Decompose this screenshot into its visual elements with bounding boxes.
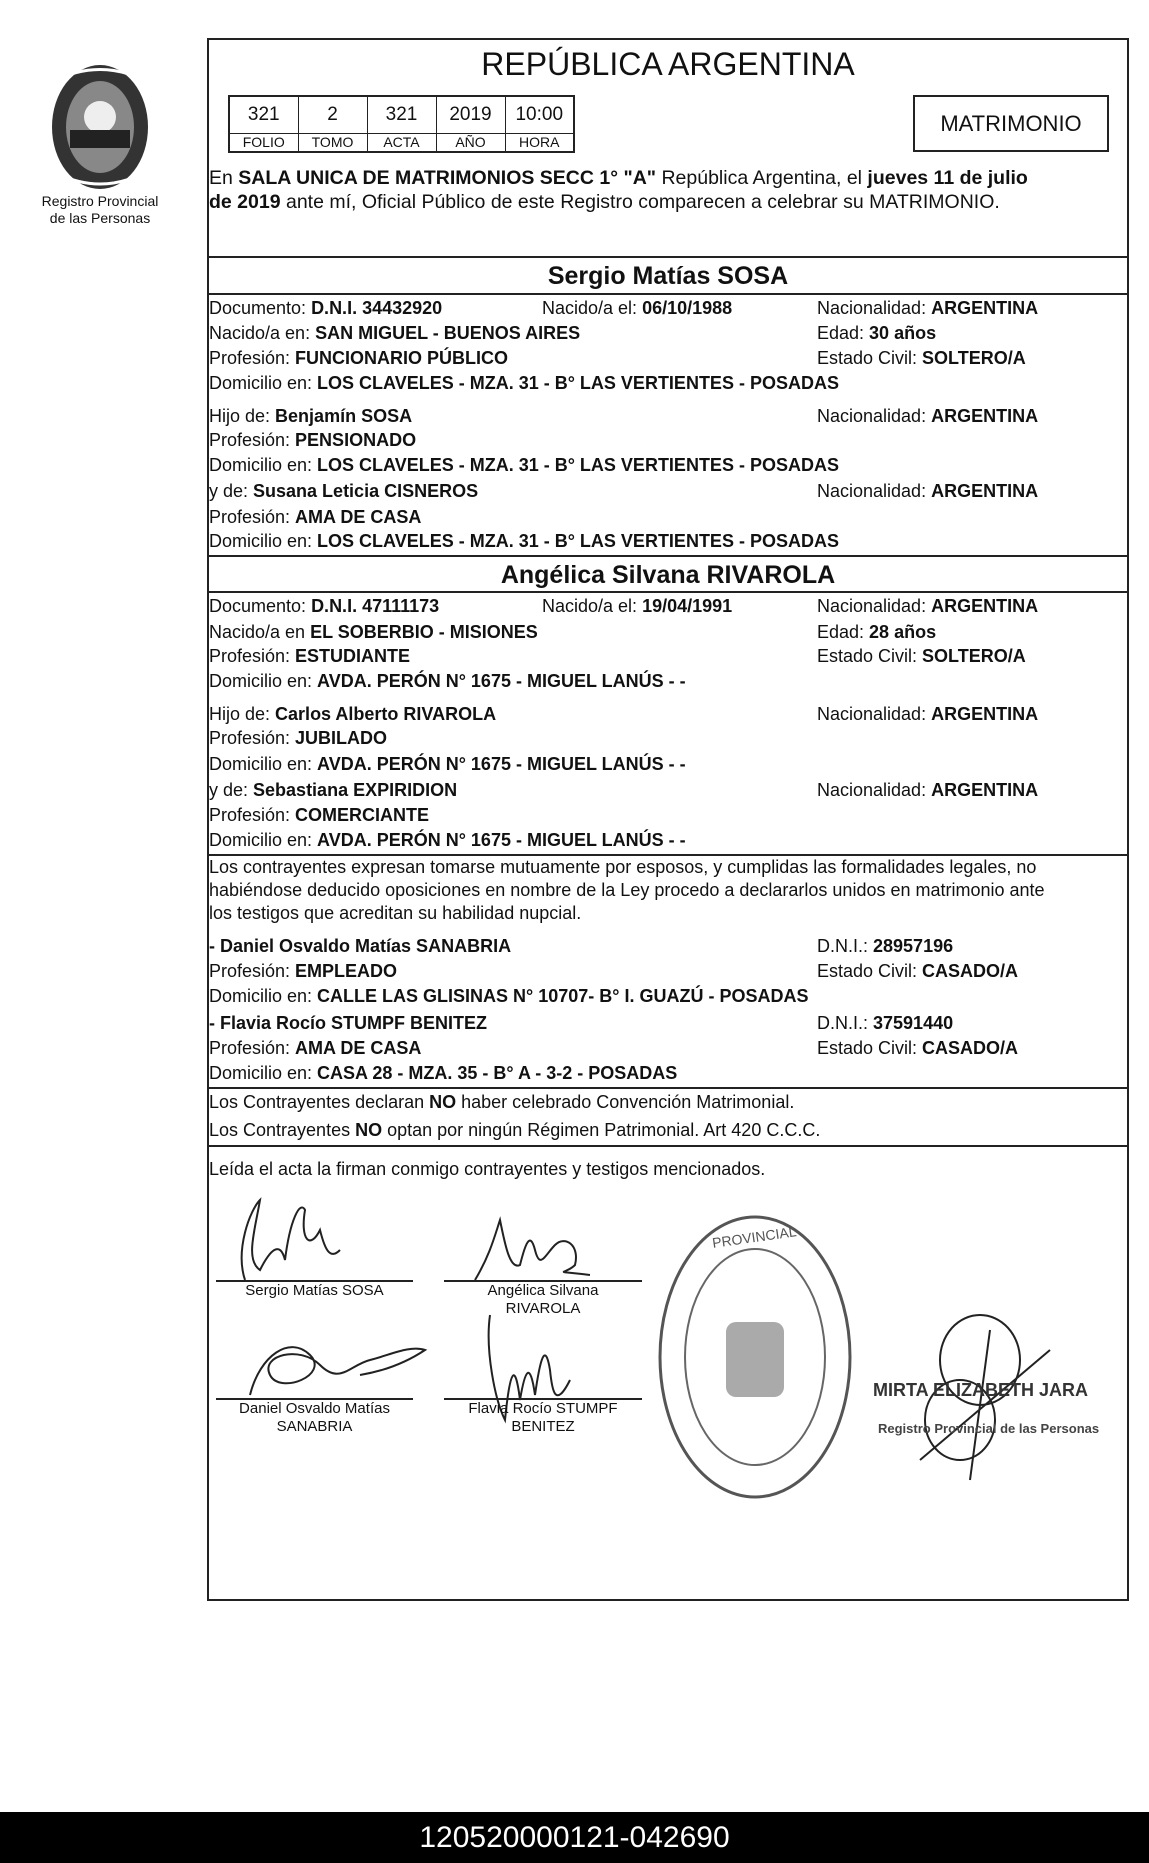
field-text: Domicilio en: — [209, 1063, 318, 1083]
bride-name-heading: Angélica Silvana RIVAROLA — [500, 561, 836, 589]
field-text: Nacionalidad: — [817, 596, 932, 616]
field-text: CASADO/A — [922, 1038, 1019, 1058]
record-type: MATRIMONIO — [913, 95, 1109, 152]
field-text: Nacido/a el: — [542, 596, 643, 616]
tomo-label: TOMO — [298, 133, 367, 152]
bride-father-address — [209, 753, 686, 775]
field-text: 19/04/1991 — [642, 596, 733, 616]
witness-2-profession — [209, 1037, 421, 1059]
witness-2-signature-label — [444, 1400, 642, 1436]
hour-value: 10:00 — [505, 96, 574, 133]
field-text: Nacido/a en: — [209, 323, 316, 343]
bride-father — [209, 703, 496, 725]
folio-value: 321 — [229, 96, 298, 133]
witness-1-name — [209, 935, 511, 957]
bride-profession — [209, 645, 410, 667]
field-text: SALA UNICA DE MATRIMONIOS SECC 1° "A" — [238, 167, 657, 189]
regime-statement — [209, 1119, 820, 1141]
officer-name: MIRTA ELIZABETH JARA — [873, 1380, 1088, 1400]
bride-document — [209, 595, 439, 617]
field-text: - Daniel Osvaldo Matías SANABRIA — [209, 936, 512, 956]
folio-label: FOLIO — [229, 133, 298, 152]
barcode-number: 120520000121-042690 — [0, 1812, 1149, 1863]
field-text: Angélica Silvana — [487, 1282, 599, 1299]
field-text: los testigos que acreditan su habilidad nupcial. — [209, 903, 582, 923]
field-text: Nacionalidad: — [817, 780, 932, 800]
field-text: Domicilio en: — [209, 986, 318, 1006]
bride-signature-icon — [470, 1215, 600, 1285]
groom-age — [817, 322, 936, 344]
field-text: Edad: — [817, 323, 870, 343]
field-text: y de: — [209, 481, 254, 501]
bride-mother-profession — [209, 804, 429, 826]
field-text: En — [209, 167, 239, 189]
field-text: NO — [355, 1120, 383, 1140]
witness-1-signature-icon — [240, 1325, 440, 1405]
witness-2-name — [209, 1012, 487, 1034]
field-text: ARGENTINA — [931, 298, 1039, 318]
field-text: COMERCIANTE — [295, 805, 430, 825]
field-text: Daniel Osvaldo Matías — [239, 1400, 390, 1417]
witness-2-dni — [817, 1012, 953, 1034]
field-text: SANABRIA — [276, 1418, 353, 1435]
field-text: Estado Civil: — [817, 348, 923, 368]
bride-mother-address — [209, 829, 686, 851]
field-text: Domicilio en: — [209, 830, 318, 850]
field-text: LOS CLAVELES - MZA. 31 - B° LAS VERTIENTES - POSADAS — [317, 531, 839, 551]
groom-document — [209, 297, 442, 319]
year-value: 2019 — [436, 96, 505, 133]
field-text: Nacionalidad: — [817, 704, 932, 724]
witness-1-civil — [817, 960, 1018, 982]
field-text: jueves 11 de julio — [867, 167, 1028, 189]
groom-nationality — [817, 297, 1038, 319]
groom-mother-address — [209, 530, 839, 552]
bride-father-profession — [209, 727, 387, 749]
groom-signature-label: Sergio Matías SOSA — [245, 1282, 384, 1299]
field-text: Sebastiana EXPIRIDION — [253, 780, 458, 800]
field-text: habiéndose deducido oposiciones en nombre de la Ley procedo a declararlos unidos en matrimonio ante — [209, 880, 1045, 900]
field-text: SOLTERO/A — [922, 646, 1026, 666]
seal-stamp-icon — [656, 1212, 854, 1502]
field-text: de 2019 — [209, 191, 281, 213]
field-text: AVDA. PERÓN N° 1675 - MIGUEL LANÚS - - — [317, 830, 686, 850]
field-text: JUBILADO — [295, 728, 388, 748]
field-text: RIVAROLA — [505, 1300, 581, 1317]
field-text: LOS CLAVELES - MZA. 31 - B° LAS VERTIENTES - POSADAS — [317, 455, 839, 475]
witness-2-civil — [817, 1037, 1018, 1059]
field-text: Los Contrayentes declaran — [209, 1092, 430, 1112]
field-text: ARGENTINA — [931, 596, 1039, 616]
groom-father-address — [209, 454, 839, 476]
field-text: Documento: — [209, 596, 312, 616]
hour-label: HORA — [505, 133, 574, 152]
field-text: Nacionalidad: — [817, 481, 932, 501]
officer-title: Registro Provincial de las Personas — [878, 1421, 1100, 1436]
field-text: D.N.I.: — [817, 936, 874, 956]
field-text: Documento: — [209, 298, 312, 318]
field-text: EMPLEADO — [295, 961, 398, 981]
field-text: 06/10/1988 — [642, 298, 733, 318]
bride-mother — [209, 779, 457, 801]
field-text: ARGENTINA — [931, 406, 1039, 426]
field-text: Estado Civil: — [817, 1038, 923, 1058]
acta-value: 321 — [367, 96, 436, 133]
logo-caption: de las Personas — [49, 210, 151, 226]
field-text: AVDA. PERÓN N° 1675 - MIGUEL LANÚS - - — [317, 671, 686, 691]
field-text: haber celebrado Convención Matrimonial. — [456, 1092, 795, 1112]
groom-address — [209, 372, 839, 394]
witness-1-profession — [209, 960, 397, 982]
groom-mother-nationality — [817, 480, 1038, 502]
field-text: NO — [429, 1092, 457, 1112]
acta-label: ACTA — [367, 133, 436, 152]
groom-mother-profession — [209, 506, 421, 528]
witness-1-signature-label — [216, 1400, 413, 1436]
field-text: Flavia Rocío STUMPF — [468, 1400, 618, 1417]
bride-age — [817, 621, 936, 643]
groom-name-heading: Sergio Matías SOSA — [547, 262, 789, 290]
field-text: D.N.I. 47111173 — [311, 596, 440, 616]
field-text: Hijo de: — [209, 406, 276, 426]
field-text: LOS CLAVELES - MZA. 31 - B° LAS VERTIENTES - POSADAS — [317, 373, 839, 393]
field-text: Domicilio en: — [209, 531, 318, 551]
groom-mother — [209, 480, 478, 502]
field-text: Profesión: — [209, 507, 296, 527]
bride-nationality — [817, 595, 1038, 617]
witness-1-address — [209, 985, 809, 1007]
field-text: SOLTERO/A — [922, 348, 1026, 368]
field-text: Profesión: — [209, 961, 296, 981]
groom-birth-place — [209, 322, 580, 344]
field-text: 28957196 — [873, 936, 954, 956]
convention-statement — [209, 1091, 794, 1113]
groom-birth-date — [542, 297, 732, 319]
field-text: D.N.I. 34432920 — [311, 298, 443, 318]
field-text: BENITEZ — [511, 1418, 575, 1435]
field-text: Carlos Alberto RIVAROLA — [275, 704, 497, 724]
field-text: Hijo de: — [209, 704, 276, 724]
field-text: 37591440 — [873, 1013, 954, 1033]
groom-signature-icon — [230, 1190, 370, 1285]
field-text: Los contrayentes expresan tomarse mutuamente por esposos, y cumplidas las formalidades legales, no — [209, 857, 1037, 877]
field-text: ARGENTINA — [931, 780, 1039, 800]
field-text: - Flavia Rocío STUMPF BENITEZ — [209, 1013, 488, 1033]
groom-civil-status — [817, 347, 1026, 369]
field-text: Domicilio en: — [209, 373, 318, 393]
bride-civil-status — [817, 645, 1026, 667]
intro-text — [209, 166, 1028, 214]
field-text: SAN MIGUEL - BUENOS AIRES — [315, 323, 581, 343]
groom-father — [209, 405, 412, 427]
field-text: Estado Civil: — [817, 961, 923, 981]
bride-birth-place — [209, 621, 538, 643]
field-text: 28 años — [869, 622, 937, 642]
logo-caption: Registro Provincial — [41, 193, 159, 209]
witness-2-address — [209, 1062, 677, 1084]
field-text: Profesión: — [209, 728, 296, 748]
field-text: PENSIONADO — [295, 430, 417, 450]
field-text: Estado Civil: — [817, 646, 923, 666]
tomo-value: 2 — [298, 96, 367, 133]
field-text: EL SOBERBIO - MISIONES — [310, 622, 538, 642]
field-text: CASA 28 - MZA. 35 - B° A - 3-2 - POSADAS — [317, 1063, 678, 1083]
field-text: Nacido/a el: — [542, 298, 643, 318]
bride-birth-date — [542, 595, 732, 617]
field-text: ARGENTINA — [931, 704, 1039, 724]
field-text: AVDA. PERÓN N° 1675 - MIGUEL LANÚS - - — [317, 754, 686, 774]
groom-father-nationality — [817, 405, 1038, 427]
svg-text:PROVINCIAL: PROVINCIAL — [711, 1223, 798, 1251]
field-text: Domicilio en: — [209, 455, 318, 475]
field-text: Domicilio en: — [209, 671, 318, 691]
bride-mother-nationality — [817, 779, 1038, 801]
field-text: Nacionalidad: — [817, 406, 932, 426]
closing-text: Leída el acta la firman conmigo contrayentes y testigos mencionados. — [209, 1159, 766, 1179]
field-text: ante mí, Oficial Público de este Registro comparecen a celebrar su MATRIMONIO. — [280, 191, 1000, 213]
declaration-text — [209, 856, 1045, 925]
field-text: AMA DE CASA — [295, 1038, 422, 1058]
field-text: optan por ningún Régimen Patrimonial. Art 420 C.C.C. — [382, 1120, 821, 1140]
field-text: AMA DE CASA — [295, 507, 422, 527]
field-text: CASADO/A — [922, 961, 1019, 981]
field-text: Profesión: — [209, 805, 296, 825]
field-text: República Argentina, el — [656, 167, 868, 189]
field-text: Nacido/a en — [209, 622, 311, 642]
registry-seal — [656, 1212, 854, 1502]
groom-profession — [209, 347, 508, 369]
field-text: Profesión: — [209, 348, 296, 368]
field-text: ARGENTINA — [931, 481, 1039, 501]
field-text: 30 años — [869, 323, 937, 343]
field-text: ESTUDIANTE — [295, 646, 411, 666]
field-text: D.N.I.: — [817, 1013, 874, 1033]
year-label: AÑO — [436, 133, 505, 152]
field-text: Profesión: — [209, 646, 296, 666]
field-text: Nacionalidad: — [817, 298, 932, 318]
registry-table — [228, 95, 575, 153]
field-text: FUNCIONARIO PÚBLICO — [295, 348, 509, 368]
field-text: Los Contrayentes — [209, 1120, 356, 1140]
field-text: Profesión: — [209, 1038, 296, 1058]
field-text: y de: — [209, 780, 254, 800]
page-title: REPÚBLICA ARGENTINA — [481, 46, 855, 82]
field-text: Profesión: — [209, 430, 296, 450]
field-text: Benjamín SOSA — [275, 406, 413, 426]
field-text: Susana Leticia CISNEROS — [253, 481, 479, 501]
bride-father-nationality — [817, 703, 1038, 725]
bride-address — [209, 670, 686, 692]
field-text: Domicilio en: — [209, 754, 318, 774]
groom-father-profession — [209, 429, 416, 451]
witness-1-dni — [817, 935, 953, 957]
field-text: Edad: — [817, 622, 870, 642]
field-text: CALLE LAS GLISINAS N° 10707- B° I. GUAZÚ - POSADAS — [317, 986, 809, 1006]
